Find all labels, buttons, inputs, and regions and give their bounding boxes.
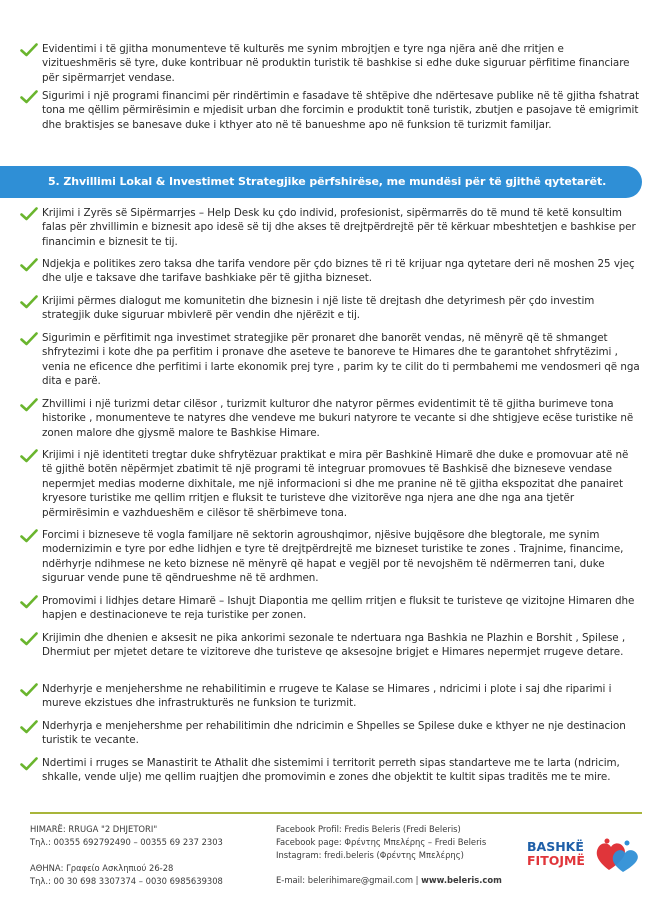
footer-contacts-athens: [30, 862, 223, 888]
list-item: [20, 682, 640, 711]
checkmark-icon: [20, 595, 38, 609]
checkmark-icon: [20, 529, 38, 543]
footer-instagram[interactable]: Instagram: fredi.beleris (Φρέντης Μπελέρης): [276, 850, 464, 860]
list-item: [20, 42, 640, 86]
section-title: 5. Zhvillimi Lokal & Investimet Strategjike përfshirëse, me mundësi për të gjithë qytetarët.: [48, 175, 607, 188]
list-item-text: Promovimi i lidhjes detare Himarë – Ishujt Diapontia me qellim rritjen e fluksit te turisteve qe vizitojne Himaren dhe hapjen e destinacioneve te reja turistike per zonen.: [42, 595, 635, 622]
list-item: [20, 257, 640, 286]
main-list: [20, 206, 640, 785]
list-item-text: Krijimi i një identiteti tregtar duke shfrytëzuar praktikat e mira për Bashkinë Himarë dhe duke e promovuar atë në të gjithë botën nëpërmjet zbatimit të një programi të integruar promovues të Bashkisë dhe bizneseve vendase nepermjet medias moderne dixhitale, me një informacioni si dhe me pranine në të gjitha ekspozitat dhe panairet kryesore turistike me qellim rritjen e fluksit te turisteve dhe vizitorëve nga njera ane dhe nga ana tjetër përmirësimin e vazhdueshëm e cilësor të shërbimeve tona.: [42, 449, 629, 519]
list-item: [20, 206, 640, 249]
list-item-text: Krijimi i Zyrës së Sipërmarrjes – Help Desk ku çdo individ, profesionist, sipërmarrës do të mund të ketë konsultim falas për zhvillimin e biznesit apo idesë së tij dhe akses të drejtpërdrejtë për të kërkuar mbeshtetjen e bashkise per financimin e biznesit te tij.: [42, 207, 636, 248]
top-list: [20, 42, 640, 132]
section-banner: [0, 166, 642, 198]
list-item-text: Sigurimin e përfitimit nga investimet strategjike për pronaret dhe banorët vendas, në mënyrë që të shmanget shfrytezimi i kote dhe pa perfitim i pronave dhe aseteve te banoreve te Himares dhe te garantohet shfrytëzimi , venia ne eficence dhe perfitimi i larte ekonomik prej tyre , parim ky te cilit do ti permbahemi me vendosmeri që nga dita e parë.: [42, 332, 640, 388]
logo-line-1: BASHKË: [527, 839, 584, 854]
footer-email[interactable]: belerihimare@gmail.com: [307, 875, 413, 885]
list-item-text: Ndertimi i rruges se Manastirit te Athalit dhe sistemimi i territorit perreth sipas standarteve me te larta (ndricim, shkalle, vende ulje) me qellim ruajtjen dhe promovimin e zones dhe objektit te kultit sipas traditës me te mire.: [42, 757, 620, 784]
list-item-text: Forcimi i bizneseve të vogla familjare në sektorin agroushqimor, njësive bujqësore dhe blegtorale, me synim modernizimin e tyre por edhe lidhjen e tyre të drejtpërdrejtë me bizneset turistike te zones . Trajnime, financime, ndërhyrje ndihmese ne keto biznese në mënyrë që hapat e vegjël por të nevojshëm të ndërmerren tani, duke siguruar vende pune të qëndrueshme në të ardhmen.: [42, 529, 624, 585]
list-item-text: Nderhyrje e menjehershme ne rehabilitimin e rrugeve te Kalase se Himares , ndricimi i plote i saj dhe riparimi i mureve ekzistues dhe infrastrukturës ne funksion te turizmit.: [42, 683, 612, 710]
list-item-text: Ndjekja e politikes zero taksa dhe tarifa vendore për çdo biznes të ri të krijuar nga qytetare deri në moshen 25 vjeç dhe ulje e taksave dhe tarifave bashkiake për të gjitha bizneset.: [42, 258, 635, 285]
list-item: [20, 294, 640, 323]
checkmark-icon: [20, 207, 38, 221]
footer-divider: [30, 812, 642, 814]
logo-text: [527, 840, 585, 868]
checkmark-icon: [20, 683, 38, 697]
list-item: [20, 594, 640, 623]
hearts-logo-icon: [593, 836, 643, 876]
footer-phone: Τηλ.: 00355 692792490 – 00355 69 237 2303: [30, 837, 223, 847]
footer-address: HIMARË: RRUGA "2 DHJETORI": [30, 824, 158, 834]
checkmark-icon: [20, 332, 38, 346]
list-item: [20, 331, 640, 389]
checkmark-icon: [20, 295, 38, 309]
footer-athens-address: ΑΘΗΝΑ: Γραφείο Ασκληπιού 26-28: [30, 863, 174, 873]
checkmark-icon: [20, 43, 38, 57]
checkmark-icon: [20, 632, 38, 646]
checkmark-icon: [20, 449, 38, 463]
list-item: [20, 719, 640, 748]
footer-athens-phone: Τηλ.: 00 30 698 3307374 – 0030 6985639308: [30, 876, 223, 886]
checkmark-icon: [20, 398, 38, 412]
footer-social: [276, 823, 486, 862]
footer-contacts-albania: [30, 823, 223, 849]
list-item: [20, 528, 640, 586]
list-item: [20, 756, 640, 785]
footer-facebook-page[interactable]: Facebook page: Φρέντης Μπελέρης – Fredi Beleris: [276, 837, 487, 847]
checkmark-icon: [20, 757, 38, 771]
checkmark-icon: [20, 720, 38, 734]
list-item: [20, 397, 640, 440]
list-item-text: Krijimi përmes dialogut me komunitetin dhe biznesin i një liste të drejtash dhe detyrimesh për çdo investim strategjik duke siguruar mbivlerë për vendin dhe njërëzit e tij.: [42, 295, 595, 322]
footer-web: [276, 874, 502, 887]
footer-email-label: E-mail:: [276, 875, 308, 885]
list-item: [20, 448, 640, 520]
campaign-logo: [527, 836, 645, 890]
list-item-text: Sigurimi i një programi financimi për rindërtimin e fasadave të shtëpive dhe ndërtesave publike në të gjitha fshatrat tona me qëllim përmirësimin e mjedisit urban dhe forcimin e produktit tonë turistik, zbutjen e pasojave të emigrimit dhe braktisjes se banesave duke i kthyer ato në të banueshme apo në funksion të turizmit familjar.: [42, 90, 640, 131]
footer-email-line: [276, 874, 502, 887]
checkmark-icon: [20, 90, 38, 104]
list-item-text: Zhvillimi i një turizmi detar cilësor , turizmit kulturor dhe natyror përmes evidentimit të të gjitha burimeve tona historike , monumenteve te natyres dhe vendeve me bukuri natyrore te vecante si dhe shtigjeve ecëse turistike në zonen malore dhe gjysmë malore te Bashkise Himare.: [42, 398, 634, 439]
list-item-text: Krijimin dhe dhenien e aksesit ne pika ankorimi sezonale te ndertuara nga Bashkia ne Plazhin e Borshit , Spilese , Dhermiut per mjetet detare te vizitoreve dhe turisteve qe aksesojne brigjet e Himares nepermjet rrugeve detare.: [42, 632, 626, 659]
footer-website[interactable]: www.beleris.com: [421, 875, 502, 885]
logo-line-2: FITOJMË: [527, 853, 585, 868]
list-item-text: Evidentimi i të gjitha monumenteve të kulturës me synim mbrojtjen e tyre nga njëra anë dhe rritjen e vizitueshmëris së tyre, duke kontribuar në produktin turistik të bashkise si edhe duke siguruar përfitime financiare për sipërmarrjet vendase.: [42, 43, 630, 84]
footer-separator: |: [413, 875, 422, 885]
footer-facebook-profile[interactable]: Facebook Profil: Fredis Beleris (Fredi Beleris): [276, 824, 461, 834]
checkmark-icon: [20, 258, 38, 272]
list-item-text: Nderhyrja e menjehershme per rehabilitimin dhe ndricimin e Shpelles se Spilese duke e kthyer ne nje destinacion turistik te vecante.: [42, 720, 626, 747]
list-item: [20, 631, 640, 674]
list-item: [20, 89, 640, 132]
